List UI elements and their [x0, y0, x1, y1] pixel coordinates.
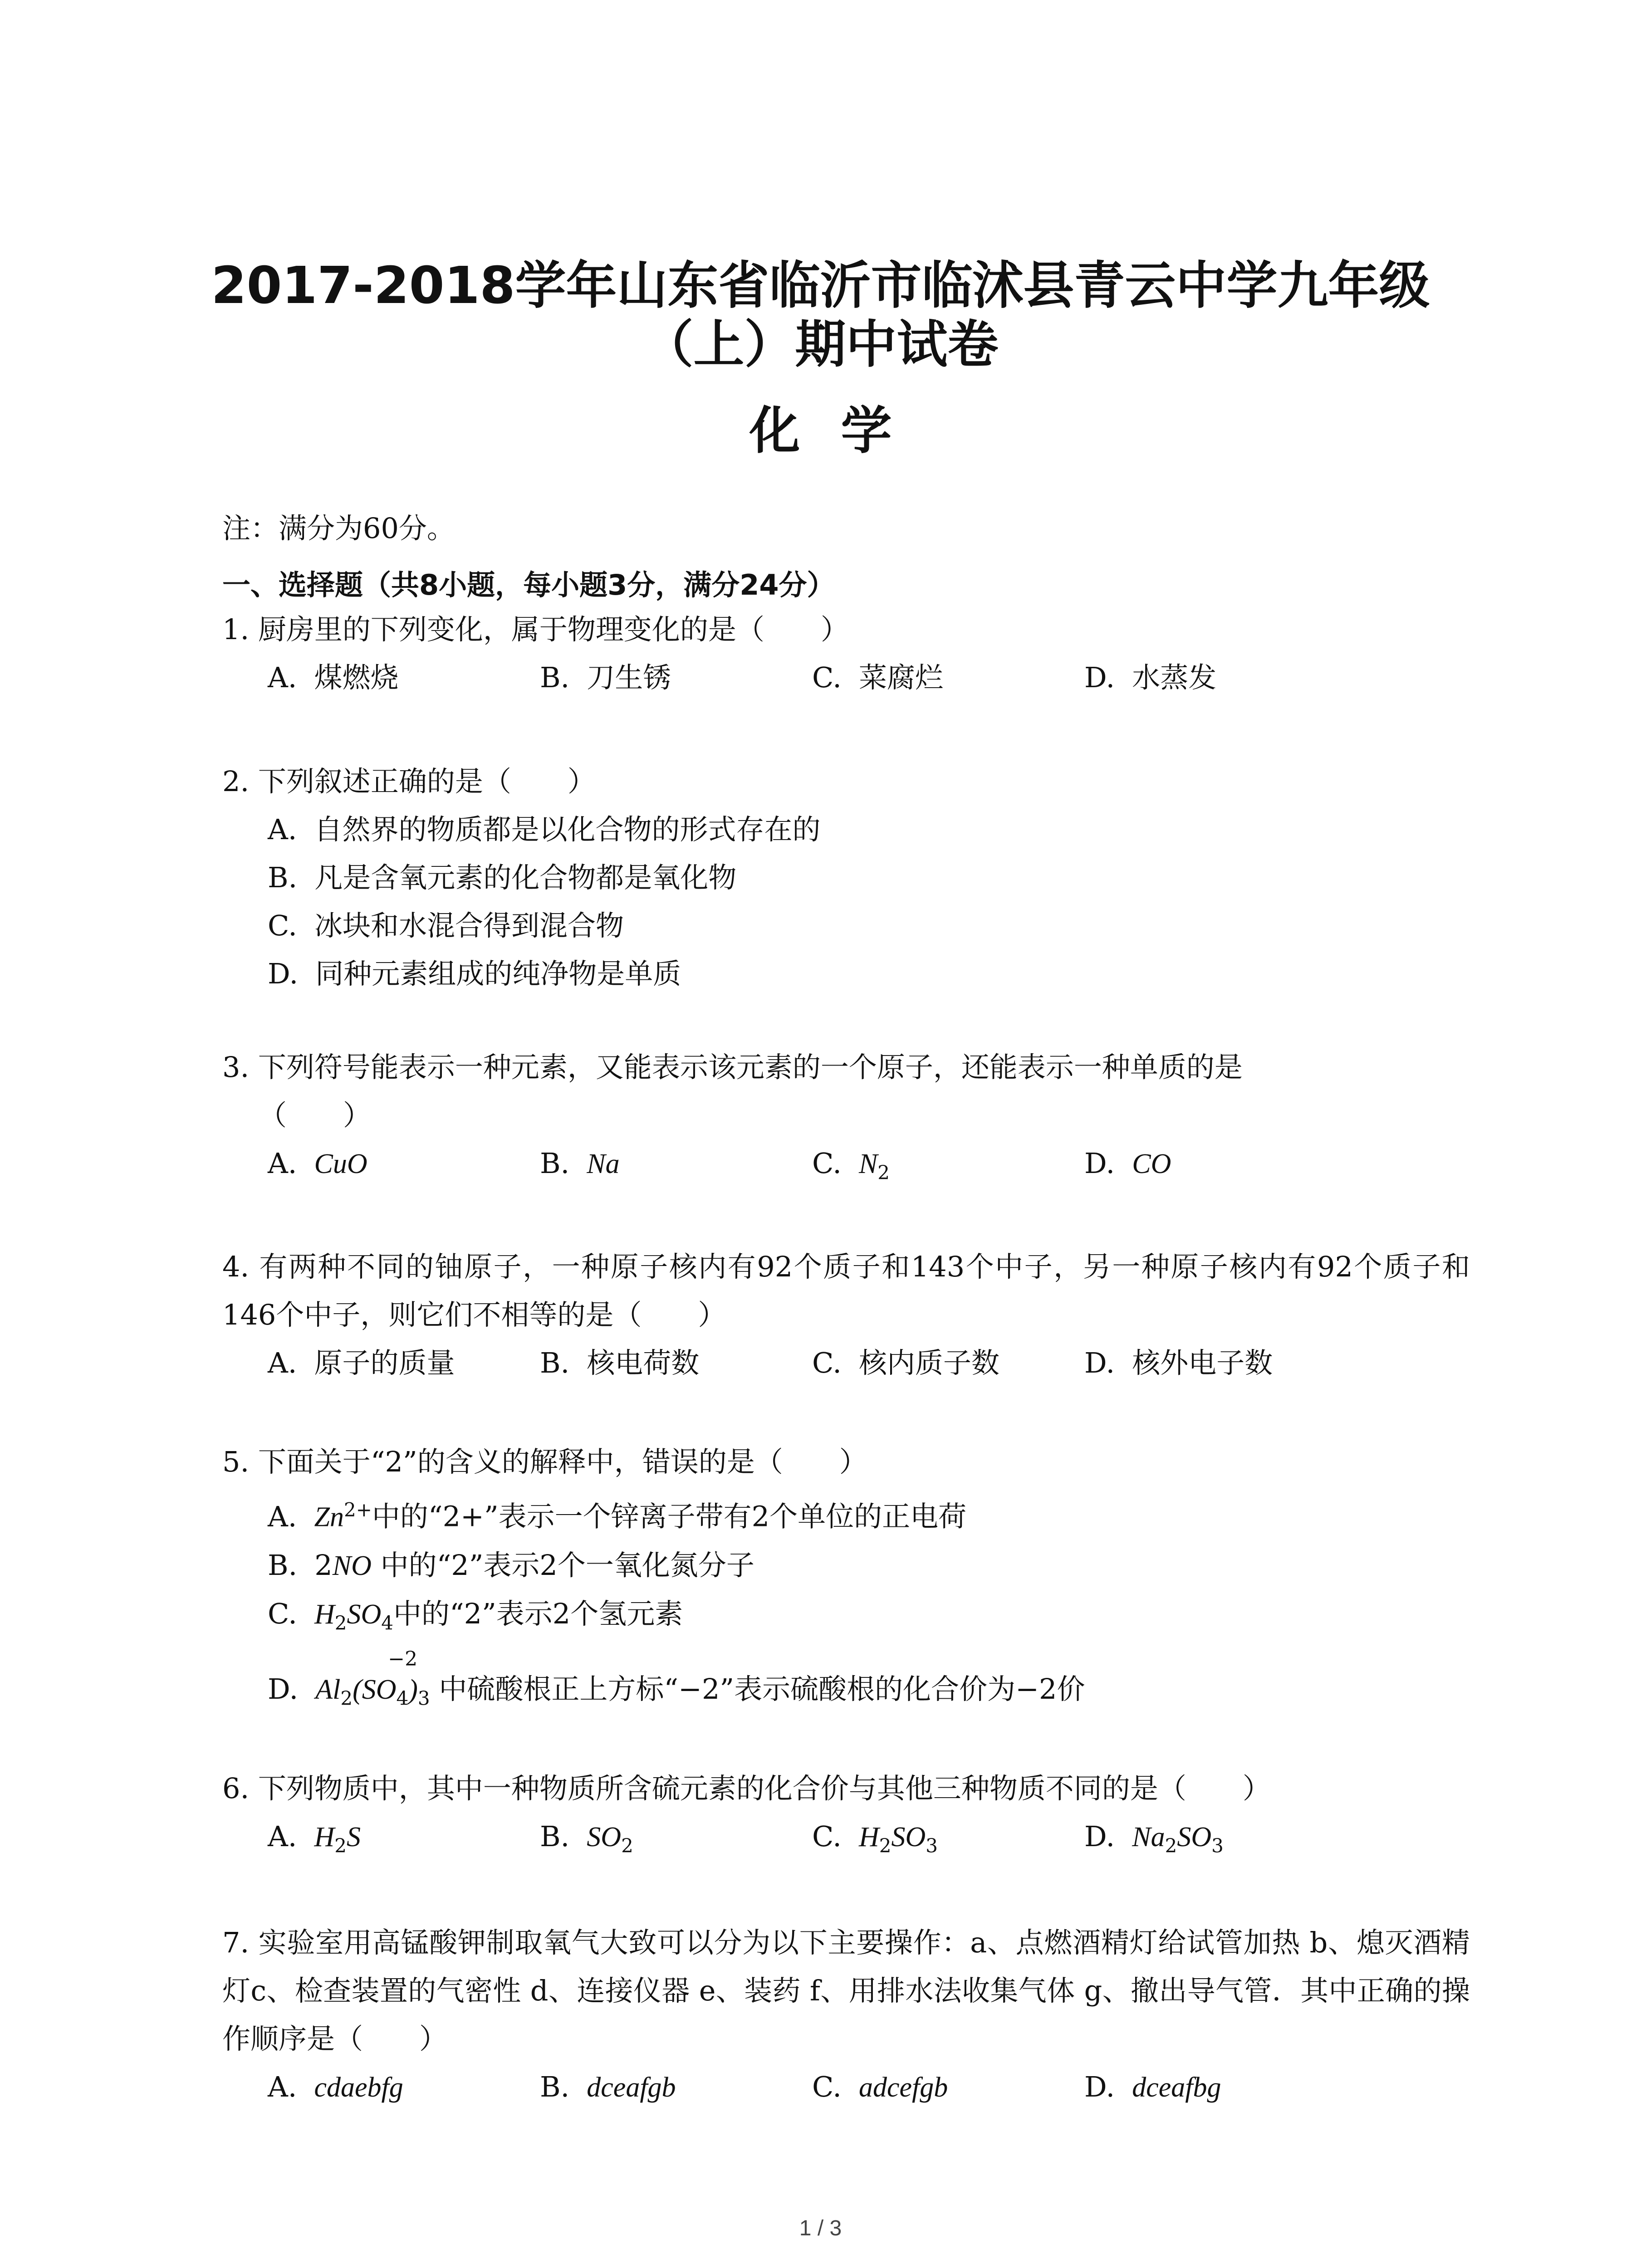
option-d[interactable]: D. CO — [1084, 1147, 1171, 1180]
option-d[interactable]: D. 核外电子数 — [1084, 1346, 1273, 1379]
option-c[interactable]: C. $H_2SO_4$中的“2”表示2个氢元素 — [268, 1597, 683, 1634]
option-d[interactable]: D. 水蒸发 — [1084, 661, 1217, 694]
option-b[interactable]: B. 核电荷数 — [540, 1346, 700, 1379]
option-a[interactable]: A. $Zn^{2+}$中的“2+”表示一个锌离子带有2个单位的正电荷 — [268, 1499, 967, 1533]
options — [222, 1139, 1470, 1197]
valence-mark: −2 — [388, 1647, 418, 1671]
option-a[interactable]: A. 原子的质量 — [268, 1346, 455, 1379]
question-stem: 3. 下列符号能表示一种元素，又能表示该元素的一个原子，还能表示一种单质的是 — [222, 1051, 1243, 1084]
question-7 — [222, 1919, 1470, 2112]
question-stem: 5. 下面关于“2”的含义的解释中，错误的是（ ） — [222, 1445, 867, 1478]
aluminum-sulfate-formula: −2 $Al_2(SO_4)_3$ — [315, 1665, 430, 1722]
option-c[interactable]: C. 冰块和水混合得到混合物 — [268, 909, 624, 942]
question-stem: 7. 实验室用高锰酸钾制取氧气大致可以分为以下主要操作：a、点燃酒精灯给试管加热 b、熄灭酒精灯c、检查装置的气密性 d、连接仪器 e、装药 f、用排水法收集气体 g、撤出导气管．其中正确的操作顺序是（ ） — [222, 1926, 1470, 2055]
page-number: 1 / 3 — [799, 2216, 842, 2240]
question-1 — [222, 606, 1470, 702]
option-a[interactable]: A. CuO — [268, 1147, 367, 1180]
exam-title-line-2: （上）期中试卷 — [642, 315, 999, 374]
option-b[interactable]: B. 凡是含氧元素的化合物都是氧化物 — [268, 861, 737, 894]
option-a[interactable]: A. 煤燃烧 — [268, 661, 399, 694]
option-a[interactable]: A. cdaebfg — [268, 2070, 403, 2103]
option-a[interactable]: A. 自然界的物质都是以化合物的形式存在的 — [268, 813, 821, 846]
option-a[interactable]: A. $H_2S$ — [268, 1820, 361, 1857]
question-stem: 1. 厨房里的下列变化，属于物理变化的是（ ） — [222, 613, 849, 646]
question-2 — [222, 758, 1470, 998]
question-5 — [222, 1438, 1470, 1722]
question-4 — [222, 1243, 1470, 1387]
question-3 — [222, 1043, 1470, 1197]
option-c[interactable]: C. 菜腐烂 — [812, 661, 943, 694]
option-d[interactable]: D. −2 $Al_2(SO_4)_3$ 中硫酸根正上方标“−2”表示硫酸根的化合价为−2价 — [222, 1665, 1470, 1722]
section-heading: 一、选择题（共8小题，每小题3分，满分24分） — [222, 568, 835, 601]
option-c[interactable]: C. 核内质子数 — [812, 1346, 999, 1379]
option-d[interactable]: D. $Na_2SO_3$ — [1084, 1820, 1224, 1857]
option-b[interactable]: B. $SO_2$ — [540, 1820, 633, 1857]
option-c[interactable]: C. adcefgb — [812, 2070, 948, 2103]
question-6 — [222, 1765, 1470, 1870]
score-note: 注：满分为60分。 — [222, 512, 455, 545]
option-d[interactable]: D. dceafbg — [1084, 2070, 1221, 2103]
question-stem: 4. 有两种不同的铀原子，一种原子核内有92个质子和143个中子，另一种原子核内有92个质子和146个中子，则它们不相等的是（ ） — [222, 1250, 1470, 1331]
option-c[interactable]: C. $N_2$ — [812, 1147, 890, 1184]
option-c[interactable]: C. $H_2SO_3$ — [812, 1820, 938, 1857]
exam-title-line-1: 2017-2018学年山东省临沂市临沭县青云中学九年级 — [211, 256, 1430, 315]
options — [222, 2063, 1470, 2112]
options — [222, 1339, 1470, 1387]
question-stem: 2. 下列叙述正确的是（ ） — [222, 765, 596, 798]
subject-heading: 化学 — [749, 401, 933, 460]
option-b[interactable]: B. 2NO 中的“2”表示2个一氧化氮分子 — [268, 1548, 754, 1582]
question-stem-continued: （ ） — [259, 1099, 372, 1132]
option-d[interactable]: D. 同种元素组成的纯净物是单质 — [268, 957, 681, 990]
option-b[interactable]: B. Na — [540, 1147, 620, 1180]
option-b[interactable]: B. dceafgb — [540, 2070, 676, 2103]
question-stem: 6. 下列物质中，其中一种物质所含硫元素的化合价与其他三种物质不同的是（ ） — [222, 1772, 1271, 1805]
options — [222, 654, 1470, 702]
option-b[interactable]: B. 刀生锈 — [540, 661, 671, 694]
options — [222, 1813, 1470, 1870]
